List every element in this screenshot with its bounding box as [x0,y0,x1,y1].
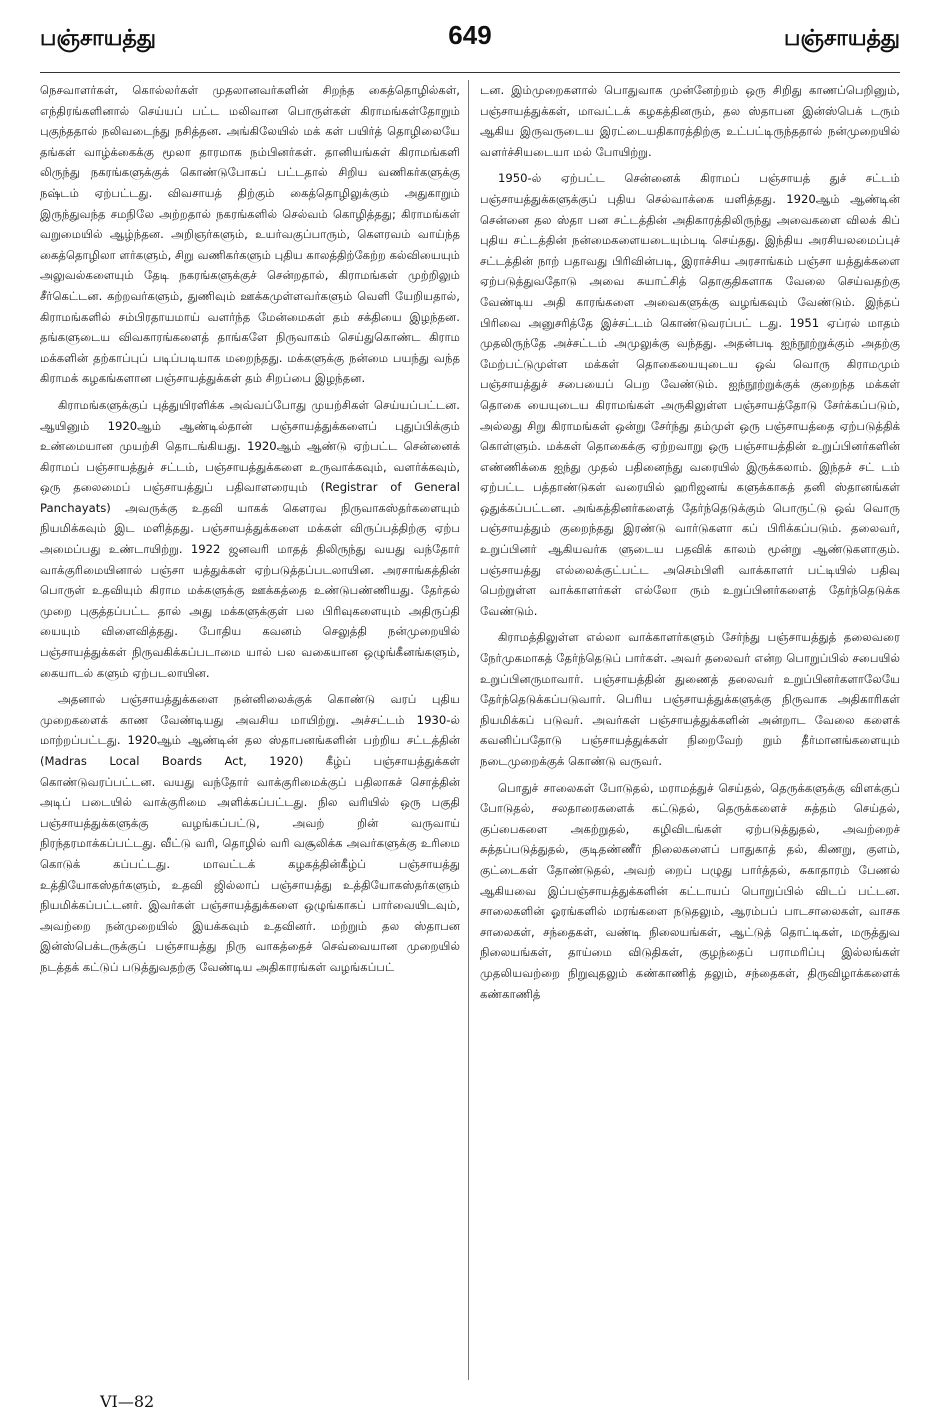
page-header [40,18,900,58]
paragraph: நெசவாளர்கள், கொல்லர்கள் முதலானவர்களின் சிறந்த கைத்தொழில்கள், எந்திரங்களினால் செய்யப் பட்ட மலிவான பொருள்கள் கிராமங்கள்தோறும் புகுந்ததால் நலிவடைந்து நசித்தன. அங்கிலேயில் மக் கள் பயிர்த் தொழிலையே தங்கள் வாழ்க்கைக்கு மூலா தாரமாக நம்பினர்கள். தானியங்கள் கிராமங்களி லிருந்து நகரங்களுக்குக் கொண்டுபோகப் பட்டதால் சிறிய வணிகர்களுக்கு நஷ்டம் ஏற்பட்டது. விவசாயத் திற்கும் கைத்தொழிலுக்கும் அதுகாறும் இருந்துவந்த சமநிலே அற்றதால் நகரங்களில் செல்வம் கொழித்தது; கிராமங்கள் வறுமையில் ஆழ்ந்தன. அறிஞர்களும், உயர்வகுப்பாரும், கௌரவம் வாய்ந்த கைத்தொழிலா ளர்களும், சிறு வணிகர்களும் புதிய காலத்திற்கேற்ற கல்வியையும் அலுவல்களையும் தேடி நகரங்களுக்குச் சென்றதால், கிராமங்கள் முற்றிலும் சீர்கெட்டன. கற்றவர்களும், துணிவும் ஊக்கமுள்ளவர்களும் வெளி யேறியதால், கிராமங்களில் சம்பிரதாயமாய் வளர்ந்த மேன்மைகள் தம் சக்தியை இழந்தன. தங்களுடைய விவகாரங்களைத் தாங்களே நிருவாகம் செய்துகொண்ட கிராம மக்களின் தற்காப்புப் படிப்படியாக மறைந்தது. மக்களுக்கு நன்மை பயந்து வந்த கிராமக் கழகங்களான பஞ்சாயத்துக்கள் தம் சிறப்பை இழந்தன. [40,83,460,386]
running-head-left: பஞ்சாயத்து [40,26,156,51]
paragraph: கிராமங்களுக்குப் புத்துயிரளிக்க அவ்வப்போது முயற்சிகள் செய்யப்பட்டன. ஆயினும் 1920ஆம் ஆண்டில்தான் பஞ்சாயத்துக்களைப் புதுப்பிக்கும் உண்மையான முயற்சி தொடங்கியது. 1920ஆம் ஆண்டு ஏற்பட்ட சென்னைக் கிராமப் பஞ்சாயத்துச் சட்டம், பஞ்சாயத்துக்களை உருவாக்கவும், வளர்க்கவும், ஒரு தலைமைப் பஞ்சாயத்துப் பதிவாளரையும் (Registrar of General Panchayats) அவருக்கு உதவி யாகக் கௌரவ நிருவாகஸ்தர்களையும் நியமிக்கவும் இட மளித்தது. பஞ்சாயத்துக்களை மக்கள் விருப்பத்திற்கு ஏற்ப அமைப்பது உண்டாயிற்று. 1922 ஜனவரி மாதத் திலிருந்து வயது வந்தோர் வாக்குரிமையினால் பஞ்சா யத்துக்கள் ஏற்படுத்தப்படலாயின. அரசாங்கத்தின் பொருள் உதவியும் கிராம மக்களுக்கு ஊக்கத்தை உண்டுபண்ணியது. தேர்தல் முறை புகுத்தப்பட்ட தால் அது மக்களுக்குள் பல பிரிவுகளையும் அதிருப்தி யையும் விளைவித்தது. போதிய கவனம் செலுத்தி நன்முறையில் பஞ்சாயத்துக்கள் நிருவகிக்கப்படாமை யால் பல வகையான ஒழுங்கீனங்களும், கையாடல் களும் ஏற்படலாயின. [40,397,460,680]
column-divider [468,80,469,1380]
signature-mark: VI—82 [100,1392,155,1411]
paragraph: கிராமத்திலுள்ள எல்லா வாக்காளர்களும் சேர்ந்து பஞ்சாயத்துத் தலைவரை நேர்முகமாகத் தேர்ந்தெடுப் பார்கள். அவர் தலைவர் என்ற பொறுப்பில் சபையில் உறுப்பினருமாவார். பஞ்சாயத்தின் துணைத் தலைவர் உறுப்பினர்களாலேயே தேர்ந்தெடுக்கப்படுவார். பெரிய பஞ்சாயத்துக்களுக்கு நிருவாக அதிகாரிகள் நியமிக்கப் படுவர். அவர்கள் பஞ்சாயத்துக்களின் அன்றாட வேலை களைக் கவனிப்பதோடு பஞ்சாயத்துக்கள் நிறைவேற் றும் தீர்மானங்களையும் நடைமுறைக்குக் கொண்டு வருவர். [480,630,900,768]
left-column [40,80,460,984]
page-number: 649 [448,20,492,50]
paragraph: 1950-ல் ஏற்பட்ட சென்னைக் கிராமப் பஞ்சாயத் துச் சட்டம் பஞ்சாயத்துக்களுக்குப் புதிய செல்வாக்கை யளித்தது. 1920ஆம் ஆண்டின் சென்னை தல ஸ்தா பன சட்டத்தின் அதிகாரத்திலிருந்து அவைகளை விலக் கிப் புதிய சட்டத்தின் நன்மைகளையடையும்படி செய்தது. இந்திய அரசியலமைப்புச் சட்டத்தின் நாற் பதாவது பிரிவின்படி, இராச்சிய அரசாங்கம் பஞ்சா யத்துக்களை ஏற்படுத்துவதோடு அவை சுயாட்சித் தொகுதிகளாக வேலை செய்வதற்கு வேண்டிய அதி காரங்களை அவைகளுக்கு வழங்கவும் வேண்டும். இந்தப் பிரிவை அனுசரித்தே இச்சட்டம் கொண்டுவரப்பட் டது. 1951 ஏப்ரல் மாதம் முதலிருந்தே அச்சட்டம் அமுலுக்கு வந்தது. அதன்படி ஐந்நூற்றுக்கும் அதற்கு மேற்பட்டுமுள்ள மக்கள் தொகையையுடைய ஒவ் வொரு கிராமமும் பஞ்சாயத்துச் சபையைப் பெற வேண்டும். ஐந்நூற்றுக்குக் குறைந்த மக்கள் தொகை யையுடைய கிராமங்கள் அருகிலுள்ள பஞ்சாயத்தோடு சேர்க்கப்படும், அல்லது சிறு கிராமங்கள் ஒன்று சேர்ந்து தம்முள் ஒரு பஞ்சாயத்தை ஏற்படுத்திக் கொள்ளும். மக்கள் தொகைக்கு ஏற்றவாறு ஒரு பஞ்சாயத்தின் உறுப்பினர்களின் எண்ணிக்கை ஐந்து முதல் பதினைந்து வரையில் இருக்கலாம். இந்தச் சட் டம் ஏற்பட்ட பத்தாண்டுகள் வரையில் ஹரிஜனங் களுக்காகத் தனி ஸ்தானங்கள் ஒதுக்கப்பட்டன. அங்கத்தினர்களைத் தேர்ந்தெடுக்கும் பொருட்டு ஒவ் வொரு பஞ்சாயத்தும் குறைந்தது இரண்டு வார்டுகளா கப் பிரிக்கப்படும். தலைவர், உறுப்பினர் ஆகியவர்க ளுடைய பதவிக் காலம் மூன்று ஆண்டுகளாகும். பஞ்சாயத்து எல்லைக்குட்பட்ட அசெம்பிளி வாக்காளர் பட்டியில் பதிவு பெற்றுள்ள வாக்காளர்கள் எல்லோ ரும் உறுப்பினர்களைத் தேர்ந்தெடுக்க வேண்டும். [480,171,900,618]
running-head-right: பஞ்சாயத்து [784,26,900,51]
paragraph: பொதுச் சாலைகள் போடுதல், மராமத்துச் செய்தல், தெருக்களுக்கு விளக்குப் போடுதல், சலதாரைகளைக் கட்டுதல், தெருக்களைச் சுத்தம் செய்தல், குப்பைகளை அகற்றுதல், கழிவிடங்கள் ஏற்படுத்துதல், அவற்றைச் சுத்தப்படுத்துதல், குடிதண்ணீர் நிலைகளைப் பாதுகாத் தல், கிணறு, குளம், குட்டைகள் தோண்டுதல், அவற் றைப் பழுது பார்த்தல், சுகாதாரம் பேணல் ஆகியவை இப்பஞ்சாயத்துக்களின் கட்டாயப் பொறுப்பில் விடப் பட்டன. சாலைகளின் ஓரங்களில் மரங்களை நடுதலும், ஆரம்பப் பாடசாலைகள், வாசக சாலைகள், சந்தைகள், வண்டி நிலையங்கள், ஆட்டுத் தொட்டிகள், மருத்துவ நிலையங்கள், தாய்மை விடுதிகள், குழந்தைப் பராமரிப்பு இல்லங்கள் முதலியவற்றை நிறுவுதலும் கண்காணித் தலும், சந்தைகள், திருவிழாக்களைக் கண்காணித் [480,780,900,1001]
right-column [480,80,900,1010]
paragraph: டன. இம்முறைகளால் பொதுவாக முன்னேற்றம் ஒரு சிறிது காணப்பெறினும், பஞ்சாயத்துக்கள், மாவட்டக் கழகத்தினரும், தல ஸ்தாபன இன்ஸ்பெக் டரும் ஆகிய இருவருடைய இரட்டையதிகாரத்திற்கு உட்பட்டிருந்ததால் நன்முறையில் வளர்ச்சியடையா மல் போயிற்று. [480,83,900,159]
header-rule [40,72,900,73]
paragraph: அதனால் பஞ்சாயத்துக்களை நன்னிலைக்குக் கொண்டு வரப் புதிய முறைகளைக் காண வேண்டியது அவசிய மாயிற்று. அச்சட்டம் 1930-ல் மாற்றப்பட்டது. 1920ஆம் ஆண்டின் தல ஸ்தாபனங்களின் பற்றிய சட்டத்தின் (Madras Local Boards Act, 1920) கீழ்ப் பஞ்சாயத்துக்கள் கொண்டுவரப்பட்டன. வயது வந்தோர் வாக்குரிமைக்குப் பதிலாகச் சொத்தின் அடிப் படையில் வாக்குரிமை அளிக்கப்பட்டது. நில வரியில் ஒரு பகுதி பஞ்சாயத்துக்களுக்கு வழங்கப்பட்டு, அவற் றின் வருவாய் நிரந்தரமாக்கப்பட்டது. வீட்டு வரி, தொழில் வரி வசூலிக்க அவர்களுக்கு உரிமை கொடுக் கப்பட்டது. மாவட்டக் கழகத்தின்கீழ்ப் பஞ்சாயத்து உத்தியோகஸ்தர்களும், உதவி ஜில்லாப் பஞ்சாயத்து உத்தியோகஸ்தர்களும் நியமிக்கப்பட்டனர். இவர்கள் பஞ்சாயத்துக்களை ஒழுங்காகப் பார்வையிடவும், அவற்றை நன்முறையில் இயக்கவும் உதவினர். மற்றும் தல ஸ்தாபன இன்ஸ்பெக்டருக்குப் பஞ்சாயத்து நிரு வாகத்தைச் செவ்வையான முறையில் நடத்தக் கட்டுப் படுத்துவதற்கு வேண்டிய அதிகாரங்கள் வழங்கப்பட் [40,692,460,974]
